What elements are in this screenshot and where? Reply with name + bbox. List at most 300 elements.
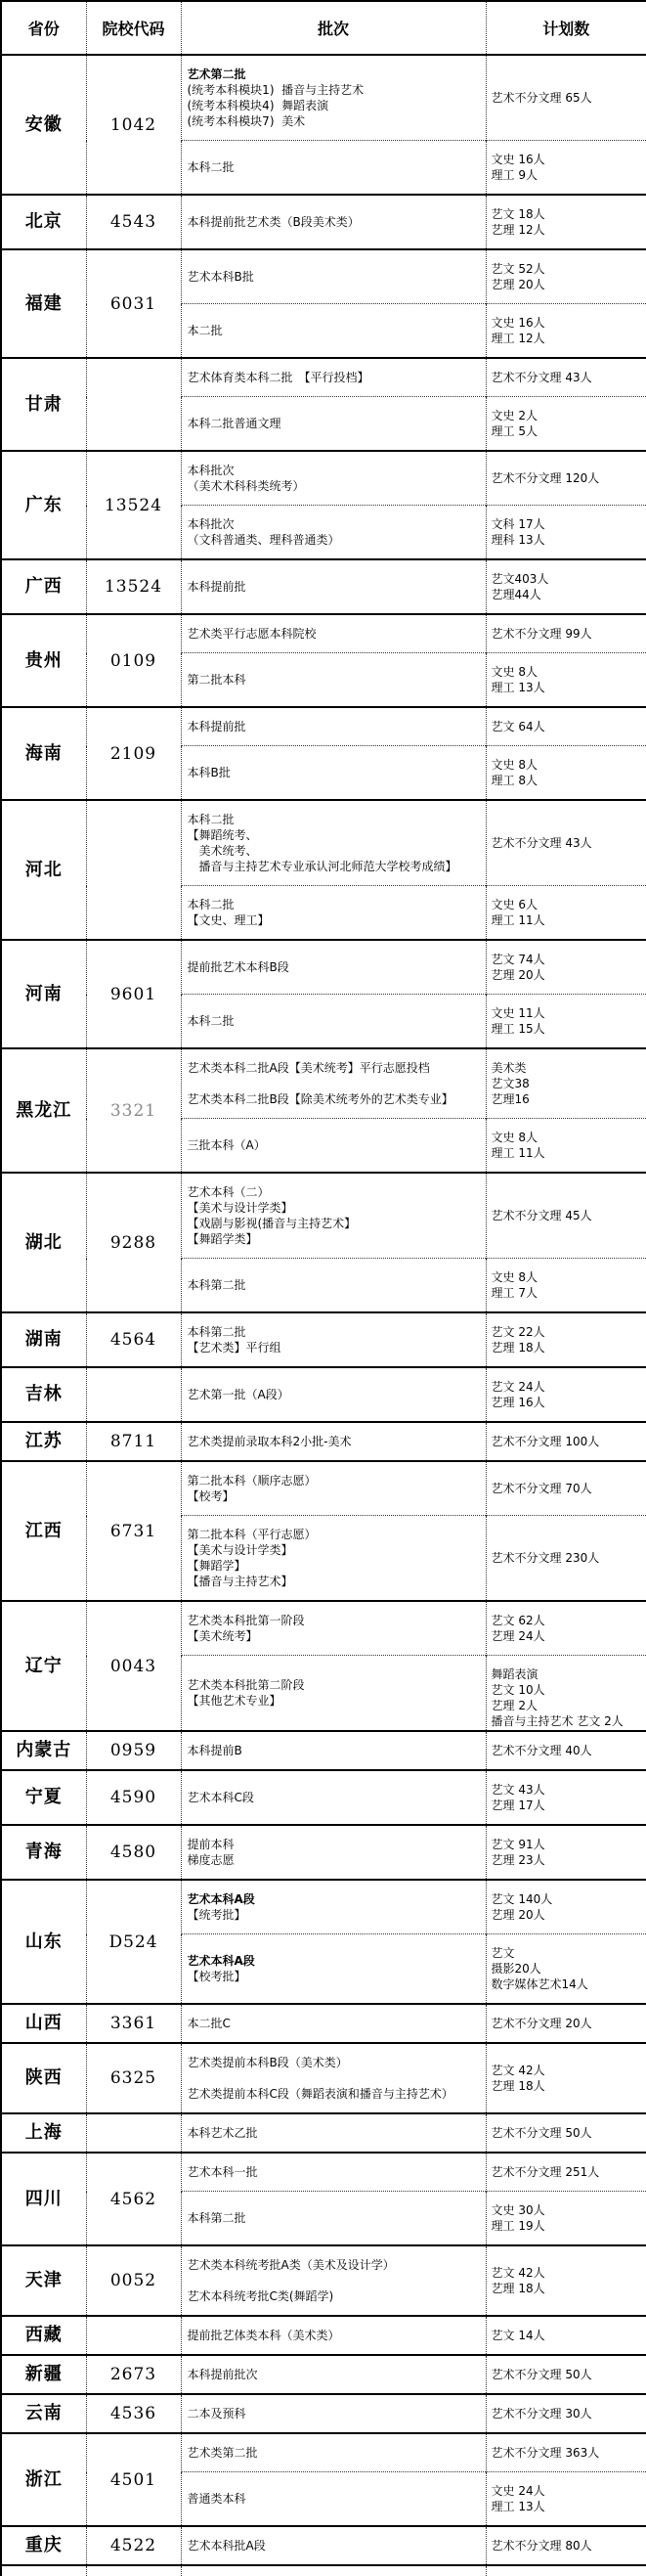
table-row [1,2355,646,2394]
batch-cell [181,2004,486,2043]
batch-cell [181,304,486,359]
province-cell: 安徽 [1,55,86,195]
text-line: 第二批本科（顺序志愿） [187,1474,317,1488]
code-cell: 4590 [86,1770,181,1825]
province-cell: 重庆 [1,2526,86,2565]
text-line: 艺理 23人 [491,1853,545,1867]
code-cell: 0959 [86,1731,181,1770]
text-line: 本科艺术乙批 [187,2126,258,2140]
plan-cell [486,995,646,1049]
text-line: 艺理 20人 [491,1908,545,1922]
code-cell: 4580 [86,1825,181,1880]
plan-cell [486,1516,646,1602]
province-cell: 湖南 [1,1312,86,1367]
code-cell: 0109 [86,614,181,707]
plan-cell [486,653,646,708]
batch-cell [181,1259,486,1313]
text-line: 艺理 16人 [491,1396,545,1409]
table-row [1,800,646,886]
text-line: 艺术本科A段 [187,1892,255,1906]
col-header-code: 院校代码 [86,1,181,55]
table-row [1,2043,646,2113]
text-line: 理工 5人 [491,424,538,438]
text-line: 文史 6人 [491,898,538,911]
text-line: 【美术与设计学类】 [187,1543,293,1557]
text-line: 艺术类本科批第一阶段 [187,1614,305,1627]
text-line: 摄影20人 [491,1962,541,1976]
text-line: 艺术不分文理 363人 [491,2446,600,2460]
text-line: 本科批次 [187,464,235,477]
code-cell: 4536 [86,2394,181,2433]
province-cell: 河南 [1,940,86,1048]
text-line: 第二批本科 [187,673,246,687]
text-line [188,2273,481,2288]
text-line: 艺术类平行志愿本科院校 [187,627,317,641]
text-line: 【播音与主持艺术】 [187,1575,293,1588]
plan-cell [486,1259,646,1313]
text-line: 艺术不分文理 30人 [491,2407,592,2421]
table-row [1,1048,646,1119]
text-line: 艺术不分文理 43人 [491,371,592,384]
text-line: 艺术本科A段 [187,1954,255,1968]
text-line: 艺文 43人 [491,1783,545,1797]
table-row [1,1422,646,1461]
table-row [1,2394,646,2433]
plan-cell [486,1119,646,1174]
text-line: 艺术本科B批 [187,270,254,284]
text-line: 艺文 74人 [491,953,545,966]
code-cell: 6325 [86,2043,181,2113]
text-line: 艺理 12人 [491,223,545,237]
code-cell [86,1367,181,1422]
text-line: 舞蹈表演 [491,1667,538,1681]
plan-cell [486,1731,646,1770]
plan-cell [486,614,646,653]
text-line: 艺理16 [491,1092,530,1106]
text-line [188,1076,481,1091]
plan-cell [486,2433,646,2472]
text-line: 艺理44人 [491,588,541,601]
batch-cell [181,451,486,506]
code-cell: 0052 [86,2245,181,2316]
text-line: 本科二批 [187,813,235,826]
province-cell: 贵州 [1,614,86,707]
text-line: 本科提前批次 [187,2368,258,2381]
province-cell: 宁夏 [1,1770,86,1825]
code-cell: 13524 [86,451,181,559]
plan-cell [486,358,646,397]
text-line: 艺术不分文理 70人 [491,1482,592,1495]
text-line: 艺文 24人 [491,1380,545,1394]
table-header [1,1,646,55]
table-row [1,2004,646,2043]
code-cell: 2673 [86,2355,181,2394]
plan-cell [486,1312,646,1367]
table-row [1,1601,646,1656]
text-line: 艺术第一批（A段） [187,1388,289,1401]
code-cell: 2109 [86,707,181,800]
plan-cell [486,2526,646,2565]
text-line: 艺文 42人 [491,2266,545,2280]
plan-cell [486,1770,646,1825]
code-cell: 8711 [86,1422,181,1461]
batch-cell [181,397,486,452]
plan-cell [486,1422,646,1461]
batch-cell [181,1119,486,1174]
clipped-plan-text [491,1666,642,1728]
batch-cell [181,55,486,141]
text-line: 艺术类提前录取本科2小批-美术 [187,1435,352,1448]
text-line: 文史 11人 [491,1006,545,1020]
batch-cell [181,249,486,304]
province-cell: 河北 [1,800,86,940]
text-line: (统考本科模块4) 舞蹈表演 [187,99,329,112]
text-line: 艺术类本科批第二阶段 [187,1678,305,1692]
code-cell: 4564 [86,1312,181,1367]
text-line: 【校考批】 [187,1970,246,1983]
plan-cell [486,397,646,452]
text-line: 本科B批 [187,766,231,779]
batch-cell [181,2245,486,2316]
batch-cell [181,195,486,249]
text-line: 艺术类本科统考批A类（美术及设计学） [187,2258,395,2272]
text-line: 艺理 18人 [491,1341,545,1355]
text-line: 艺文 14人 [491,2329,545,2342]
table-row [1,2113,646,2153]
province-cell: 江苏 [1,1422,86,1461]
province-cell: 江西 [1,1461,86,1601]
table-row [1,55,646,141]
batch-cell [181,1601,486,1656]
batch-cell [181,886,486,941]
plan-cell [486,141,646,196]
province-cell: 山东 [1,1880,86,2004]
text-line: 美术类 [491,1061,527,1075]
empty-cell [486,2565,646,2576]
text-line: 美术统考、 [187,844,258,858]
table-row [1,249,646,304]
batch-cell [181,1825,486,1880]
province-cell: 天津 [1,2245,86,2316]
code-cell: 4501 [86,2433,181,2526]
batch-cell [181,2526,486,2565]
text-line: 艺术本科批A段 [187,2539,266,2553]
text-line: 二本及预科 [187,2407,246,2421]
text-line: 艺术类本科二批A段【美术统考】平行志愿投档 [187,1061,430,1075]
text-line: 理工 7人 [491,1286,538,1300]
table-row [1,2433,646,2472]
code-cell [86,800,181,940]
text-line: 【舞蹈学】 [187,1559,246,1573]
text-line: 普通类本科 [187,2492,246,2506]
text-line: 艺理 17人 [491,1799,545,1812]
plan-cell [486,55,646,141]
province-cell: 云南 [1,2394,86,2433]
code-cell: 4543 [86,195,181,249]
text-line: 文史 24人 [491,2484,545,2498]
text-line: 【戏剧与影视(播音与主持艺术】 [187,1217,357,1230]
plan-cell [486,2472,646,2527]
table-row [1,2316,646,2355]
code-cell: 1042 [86,55,181,195]
text-line [188,2070,481,2086]
table-row [1,2526,646,2565]
province-cell: 山西 [1,2004,86,2043]
text-line: 艺术不分文理 100人 [491,1435,600,1448]
text-line: 艺文38 [491,1077,530,1090]
text-line: 艺理 18人 [491,2282,545,2295]
text-line: 理工 13人 [491,2500,545,2513]
text-line: 本科二批 [187,1014,235,1028]
text-line: 【美术与设计学类】 [187,1201,293,1215]
text-line: 艺文 42人 [491,2064,545,2077]
text-line: 艺文 [491,1946,515,1960]
text-line: 文史 8人 [491,1131,538,1144]
empty-cell [181,2565,486,2576]
plan-cell [486,2316,646,2355]
text-line: 理工 13人 [491,681,545,694]
text-line: 艺文 18人 [491,207,545,221]
province-cell: 广西 [1,559,86,614]
text-line: 梯度志愿 [187,1853,235,1867]
plan-cell [486,746,646,801]
table-row [1,1173,646,1259]
text-line: 艺文 22人 [491,1325,545,1339]
plan-cell [486,2113,646,2153]
text-line: 艺理 20人 [491,968,545,982]
plan-cell [486,195,646,249]
text-line: 艺术不分文理 50人 [491,2368,592,2381]
text-line: 艺文 10人 [491,1683,545,1697]
header-row [1,1,646,55]
text-line: 三批本科（A） [187,1138,266,1152]
plan-cell [486,559,646,614]
table-row [1,707,646,746]
text-line: 本科提前批艺术类（B段美术类） [187,215,360,229]
table-row [1,1461,646,1516]
text-line: 艺术本科一批 [187,2165,258,2179]
table-row [1,614,646,653]
text-line: 理科 13人 [491,533,545,547]
text-line: 艺术类本科二批B段【除美术统考外的艺术类专业】 [187,1092,453,1106]
batch-cell [181,358,486,397]
plan-cell [486,2394,646,2433]
table-row [1,195,646,249]
text-line: 理工 8人 [491,774,538,787]
text-line: 理工 19人 [491,2219,545,2233]
batch-cell [181,653,486,708]
col-header-batch: 批次 [181,1,486,55]
table-row [1,1825,646,1880]
text-line: （文科普通类、理科普通类） [187,533,340,547]
plan-cell [486,886,646,941]
text-line: 艺术本科统考批C类(舞蹈学) [187,2289,334,2303]
plan-cell [486,1880,646,1934]
text-line: 艺文 62人 [491,1614,545,1627]
text-line: 【舞蹈学类】 [187,1232,258,1246]
text-line: 理工 11人 [491,1146,545,1160]
code-cell [86,2316,181,2355]
table-row [1,1367,646,1422]
text-line: 文史 2人 [491,409,538,422]
province-cell: 北京 [1,195,86,249]
text-line: 艺理 18人 [491,2079,545,2093]
text-line: 提前批艺体类本科（美术类） [187,2329,340,2342]
col-header-province: 省份 [1,1,86,55]
province-cell: 海南 [1,707,86,800]
batch-cell [181,995,486,1049]
text-line: 【其他艺术专业】 [187,1694,281,1708]
batch-cell [181,2113,486,2153]
province-cell: 内蒙古 [1,1731,86,1770]
batch-cell [181,1173,486,1259]
batch-cell [181,2153,486,2192]
text-line: 艺术本科（二） [187,1185,270,1199]
text-line: 艺术不分文理 45人 [491,1209,592,1222]
batch-cell [181,2043,486,2113]
plan-cell [486,2043,646,2113]
table-row [1,1731,646,1770]
plan-cell [486,940,646,995]
code-cell: 6031 [86,249,181,358]
code-cell: 9601 [86,940,181,1048]
plan-cell [486,2245,646,2316]
text-line: 艺术不分文理 251人 [491,2165,600,2179]
plan-cell [486,1367,646,1422]
text-line: 本科提前B [187,1744,242,1757]
text-line: 理工 15人 [491,1022,545,1036]
text-line: 艺文 91人 [491,1838,545,1851]
province-cell: 浙江 [1,2433,86,2526]
text-line: 本科二批 [187,898,235,911]
province-cell: 四川 [1,2153,86,2245]
code-cell: D524 [86,1880,181,2004]
code-cell: 4562 [86,2153,181,2245]
province-cell: 陕西 [1,2043,86,2113]
text-line: 本二批C [187,2017,231,2030]
text-line: (统考本科模块1) 播音与主持艺术 [187,83,365,97]
text-line: 播音与主持艺术专业承认河北师范大学校考成绩】 [187,860,457,873]
text-line: 艺文 64人 [491,720,545,733]
text-line: 艺术本科C段 [187,1791,254,1804]
text-line: (统考本科模块7) 美术 [187,114,306,128]
batch-cell [181,614,486,653]
text-line: 文史 16人 [491,153,545,166]
batch-cell [181,141,486,196]
text-line: 艺文 52人 [491,262,545,276]
partial-bottom-row [1,2565,646,2576]
batch-cell [181,1880,486,1934]
code-cell: 9288 [86,1173,181,1312]
text-line: 本二批 [187,324,223,337]
plan-cell [486,1601,646,1656]
text-line: 【校考】 [187,1489,235,1503]
text-line: 【统考批】 [187,1908,246,1922]
batch-cell [181,559,486,614]
text-line: 艺文 140人 [491,1892,553,1906]
code-cell: 6731 [86,1461,181,1601]
text-line: 文史 16人 [491,316,545,330]
text-line: 艺术不分文理 99人 [491,627,592,641]
text-line: 数字媒体艺术14人 [491,1977,588,1991]
batch-cell [181,506,486,560]
batch-cell [181,2192,486,2246]
text-line: 艺术不分文理 40人 [491,1744,592,1757]
batch-cell [181,1516,486,1602]
text-line: 本科第二批 [187,2211,246,2225]
province-cell: 湖北 [1,1173,86,1312]
batch-cell [181,1048,486,1119]
text-line: 文史 8人 [491,758,538,772]
province-cell: 上海 [1,2113,86,2153]
province-cell: 广东 [1,451,86,559]
batch-cell [181,707,486,746]
plan-cell [486,2192,646,2246]
plan-cell [486,1461,646,1516]
batch-cell [181,2316,486,2355]
table-body [1,55,646,2576]
plan-cell [486,2004,646,2043]
text-line: 艺术类提前本科B段（美术类） [187,2056,348,2069]
text-line: 【美术统考】 [187,1629,258,1643]
text-line: 提前本科 [187,1838,235,1851]
text-line: 艺术不分文理 50人 [491,2126,592,2140]
batch-cell [181,1367,486,1422]
province-cell: 黑龙江 [1,1048,86,1173]
plan-cell [486,800,646,886]
plan-cell [486,249,646,304]
table-row [1,451,646,506]
plan-cell [486,1825,646,1880]
text-line: 本科二批 [187,160,235,174]
text-line: 艺术不分文理 230人 [491,1551,600,1565]
text-line: 艺术不分文理 43人 [491,836,592,850]
text-line: 本科提前批 [187,720,246,733]
text-line: 本科第二批 [187,1325,246,1339]
province-cell: 青海 [1,1825,86,1880]
text-line: 文科 17人 [491,517,545,531]
text-line: （美术术科科类统考） [187,479,305,493]
batch-cell [181,2472,486,2527]
text-line: 艺术第二批 [187,67,246,81]
text-line: 播音与主持艺术 艺文 2人 [491,1714,624,1728]
table-row [1,559,646,614]
province-cell: 西藏 [1,2316,86,2355]
batch-cell [181,1422,486,1461]
empty-cell [1,2565,86,2576]
text-line: 理工 11人 [491,913,545,927]
batch-cell [181,800,486,886]
table-row [1,940,646,995]
table-row [1,2153,646,2192]
text-line: 艺术不分文理 120人 [491,471,600,485]
code-cell: 3321 [86,1048,181,1173]
batch-cell [181,2433,486,2472]
province-cell: 甘肃 [1,358,86,451]
table-row [1,1770,646,1825]
text-line: 理工 12人 [491,332,545,345]
text-line: 理工 9人 [491,168,538,182]
col-header-plan: 计划数 [486,1,646,55]
code-cell: 3361 [86,2004,181,2043]
batch-cell [181,1934,486,2005]
empty-cell [86,2565,181,2576]
plan-cell [486,1173,646,1259]
batch-cell [181,2355,486,2394]
province-cell: 吉林 [1,1367,86,1422]
plan-cell [486,2355,646,2394]
code-cell: 0043 [86,1601,181,1731]
